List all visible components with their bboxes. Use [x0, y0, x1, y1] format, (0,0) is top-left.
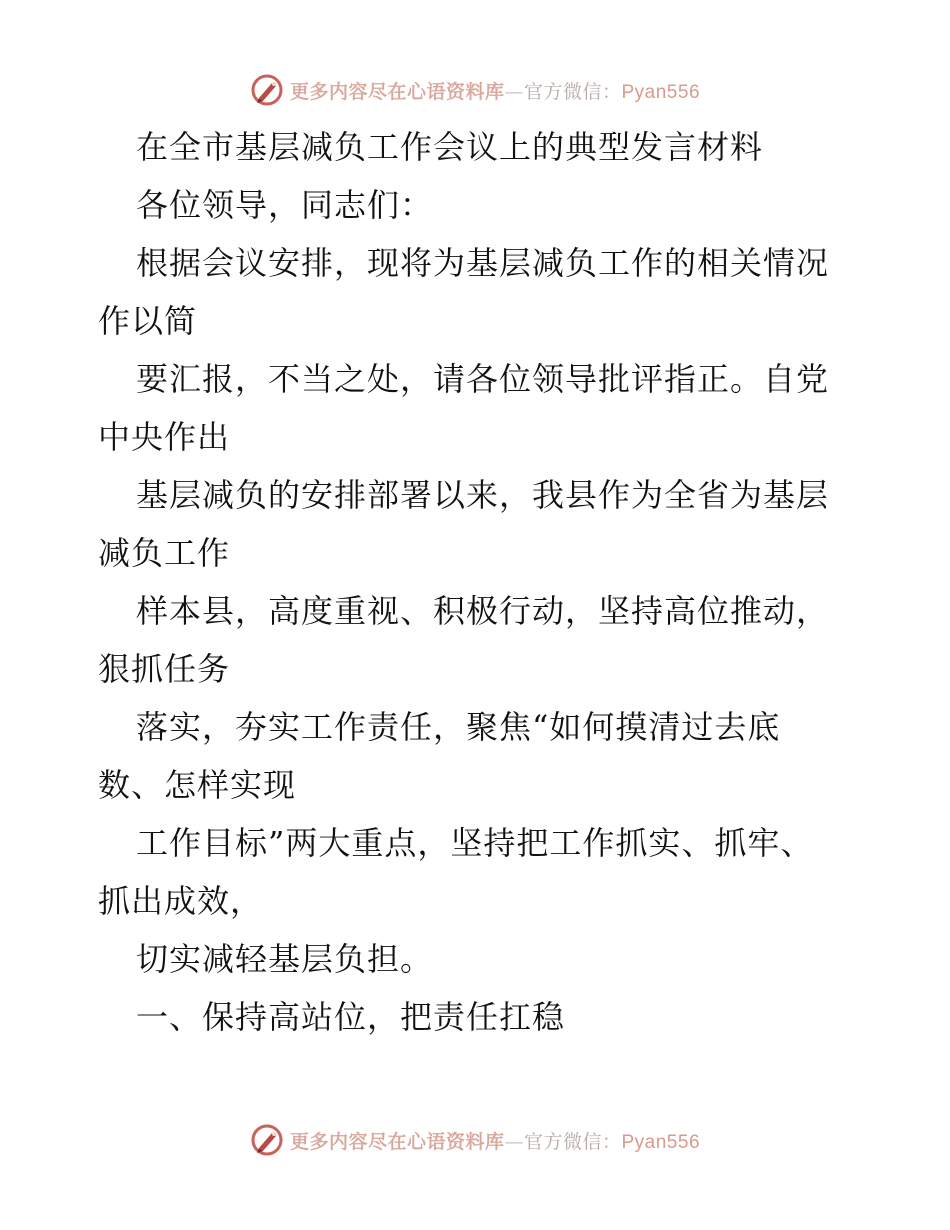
watermark-group [250, 73, 700, 107]
watermark-separator: — [504, 1130, 524, 1153]
footer-watermark [0, 1118, 950, 1162]
watermark-main: 更多内容尽在心语资料库 [289, 1130, 505, 1153]
body-line: 落实，夯实工作责任，聚焦“如何摸清过去底 [136, 708, 781, 746]
pen-logo-icon [250, 1123, 284, 1157]
body-line: 工作目标”两大重点，坚持把工作抓实、抓牢、 [136, 824, 814, 862]
body-line: 在全市基层减负工作会议上的典型发言材料 [136, 128, 764, 166]
body-line: 样本县，高度重视、积极行动，坚持高位推动， [136, 592, 830, 630]
body-line: 数、怎样实现 [98, 766, 297, 804]
watermark-wechat-label: 官方微信： [523, 80, 622, 103]
watermark-group [250, 1123, 700, 1157]
body-line: 中央作出 [98, 418, 231, 456]
document-body [98, 118, 858, 1046]
watermark-text [290, 77, 700, 104]
body-line: 减负工作 [98, 534, 231, 572]
watermark-wechat-id: Pyan556 [621, 1131, 701, 1153]
body-line: 各位领导，同志们： [136, 186, 434, 224]
body-line: 作以简 [98, 302, 198, 340]
body-line: 抓出成效， [98, 882, 264, 920]
body-line: 根据会议安排，现将为基层减负工作的相关情况 [136, 244, 830, 282]
header-watermark [0, 68, 950, 112]
body-line: 狠抓任务 [98, 650, 231, 688]
watermark-text [290, 1127, 700, 1154]
watermark-wechat-id: Pyan556 [621, 81, 701, 103]
body-line: 切实减轻基层负担。 [136, 940, 434, 978]
body-line: 一、保持高站位，把责任扛稳 [136, 998, 566, 1036]
body-line: 要汇报，不当之处，请各位领导批评指正。自党 [136, 360, 830, 398]
body-line: 基层减负的安排部署以来，我县作为全省为基层 [136, 476, 830, 514]
pen-logo-icon [250, 73, 284, 107]
watermark-main: 更多内容尽在心语资料库 [289, 80, 505, 103]
watermark-separator: — [504, 80, 524, 103]
watermark-wechat-label: 官方微信： [523, 1130, 622, 1153]
